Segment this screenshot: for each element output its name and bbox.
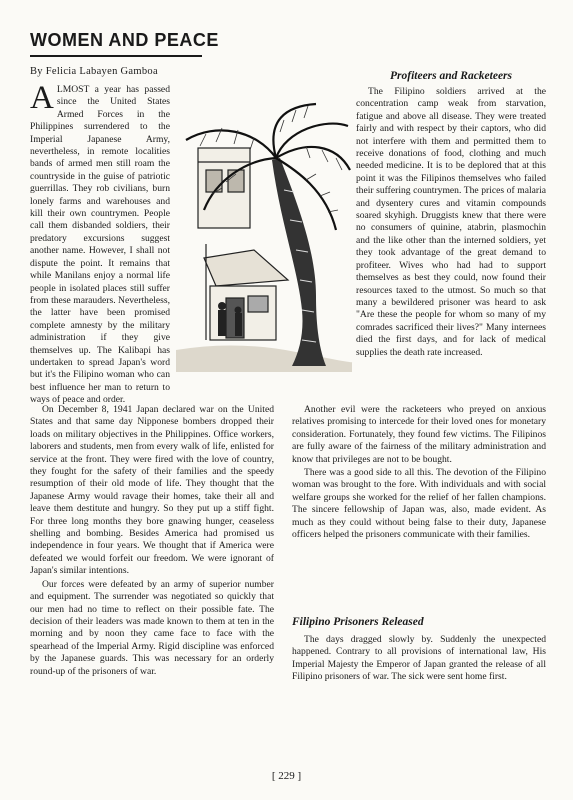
paragraph-days-dragged: The days dragged slowly by. Suddenly the unexpected happened. Contrary to all provisions of international law, His Imperial Majesty the Emperor of Japan granted the release of all Filipino prisoners of war. The sick were sent home first. — [292, 634, 546, 683]
paragraph-racketeers: Another evil were the racketeers who preyed on anxious relatives promising to intercede for their loved ones for monetary consideration. Fortunately, they found few victims. The Filipinos are fully aware of the fairness of the military administration and know that privileges are not to be bought. — [292, 404, 546, 465]
right-column-bottom — [292, 634, 546, 704]
paragraph-intro — [30, 80, 170, 407]
paragraph-good-side: There was a good side to all this. The devotion of the Filipino woman was brought to the fore. With individuals and with social welfare groups she worked for the relief of her fallen champions. The sincere fellowship of Japan was, also, made evident. As much as they could without being false to their duty, Japanese officers helped the prisoners communicate with their families. — [292, 467, 546, 541]
left-column-bottom — [30, 404, 274, 760]
right-column-top — [356, 86, 546, 390]
paragraph-soldiers-arrived: The Filipino soldiers arrived at the concentration camp weak from starvation, fatigue and above all disease. They were treated fairly and with respect by their captors, who did not interfere with them and permitted them to receive donations of food, clothing and much needed medicine. It is to be deplored that at this point it was the Filipinos themselves who failed their suffering countrymen. The prices of malaria and dysentery cures and vitamin compounds soared skyhigh. Druggists knew that there were no consumers of quinine, atabrin, plasmochin and the like other than the interned soldiers, yet they took advantage of the great demand to profiteer. Wives who had had to support themselves as best they could, now found their resources taxed to the utmost. So much so that many a bewildered prisoner was heard to ask "Are these the people for whom so many of my comrades sacrificed their lives?" Many internees died the first days, and for lack of medical supplies the death rate increased. — [356, 86, 546, 358]
right-column-middle — [292, 404, 546, 600]
article-byline: By Felicia Labayen Gamboa — [30, 66, 158, 77]
paragraph-december: On December 8, 1941 Japan declared war on the United States and that same day Nipponese bombers dropped their loads on military objectives in the Philippines. Office workers, laborers and students, men from every walk of life, enlisted for service at the front. They were fired with the love of country, they fought for the safety of their families and the speedy resumption of their old mode of life. They thought that the Japanese Army would ravage their homes, take their all and leave them destitute and hungry. So they put up a stiff fight. For three long months they bore gnawing hunger, ceaseless shelling and bombing. Besides America had promised us independence in four years. We thought that if America were defeated we would forfeit our freedom. We were ignorant of Japan's similar intentions. — [30, 404, 274, 577]
left-column-top — [30, 80, 170, 406]
heading-prisoners-released: Filipino Prisoners Released — [292, 616, 424, 628]
dropcap: A — [30, 80, 54, 116]
paragraph-intro-text: LMOST a year has passed since the United States Armed Forces in the Philippines surrendered to the Imperial Japanese Army, nevertheless, in remote localities bands of armed men still roam the countryside in the guise of patriotic guerrillas. They rob civilians, burn lonely farms and warehouses and kill their own countrymen. People call them disbanded soldiers, their predatory excursions suggest another name. However, I shall not dispute the point. It remains that while Manilans enjoy a normal life people in isolated places still suffer from these marauders. Nevertheless, the latter have been promised complete amnesty by the military administration if they give themselves up. The Kalibapi has undertaken to spread Japan's word but it's the Filipino woman who can best influence her man to return to ways of peace and order. — [30, 84, 170, 406]
title-underline — [30, 55, 202, 57]
palm-tree-house-illustration — [176, 100, 352, 372]
heading-profiteers: Profiteers and Racketeers — [390, 70, 513, 82]
paragraph-defeat: Our forces were defeated by an army of superior number and equipment. The surrender was negotiated so quickly that our men had no time to reflect on their possible fate. The decision of their leaders was made known to them at ten in the morning and by noon they came face to face with the spearhead of the Imperial Army. Rigid discipline was enforced by the Japanese guards. This was necessary for an orderly round-up of the prisoners of war. — [30, 578, 274, 677]
article-title: WOMEN AND PEACE — [30, 30, 219, 50]
page-number: [ 229 ] — [271, 770, 302, 782]
